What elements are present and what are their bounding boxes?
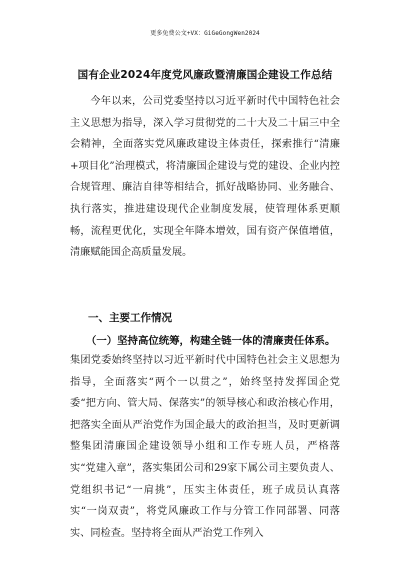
section-paragraph: 集团党委始终坚持以习近平新时代中国特色社会主义思想为指导，全面落实“两个一以贯之”，始终坚持发挥国企党委“把方向、管大局、保落实”的领导核心和政治核心作用，把落实全面从严治党作为国企最大的政治担当，及时更新调整集团清廉国企建设领导小组和工作专班人员，严格落实“党建入章”，落实集团公司和29家下属公司主要负责人、党组织书记“一肩挑”，压实主体责任，班子成员认真落实“一岗双责”，将党风廉政工作与分管工作同部署、同落实、同检查。坚持将全面从严治党工作列入 xyxy=(70,355,340,539)
document-title: 国有企业2024年度党风廉政暨清廉国企建设工作总结 xyxy=(77,69,333,81)
subsection-heading: （一）坚持高位统筹，构建全链一体的清廉责任体系。 xyxy=(86,335,336,347)
header-note: 更多免费公文+VX：GiGeGongWen2024 xyxy=(150,30,260,37)
section-heading: 一、主要工作情况 xyxy=(88,312,172,324)
intro-paragraph: 今年以来，公司党委坚持以习近平新时代中国特色社会主义思想为指导，深入学习贯彻党的二十大及二十届三中全会精神，全面落实党风廉政建设主体责任，探索推行“清廉+项目化”治理模式，将清廉国企建设与党的建设、企业内控合规管理、廉洁自律等相结合，抓好战略协同、业务融合、执行落实，推进建设现代企业制度发展，使管理体系更顺畅，流程更优化，实现全年降本增效，国有资产保值增值，清廉赋能国企高质量发展。 xyxy=(70,96,340,259)
